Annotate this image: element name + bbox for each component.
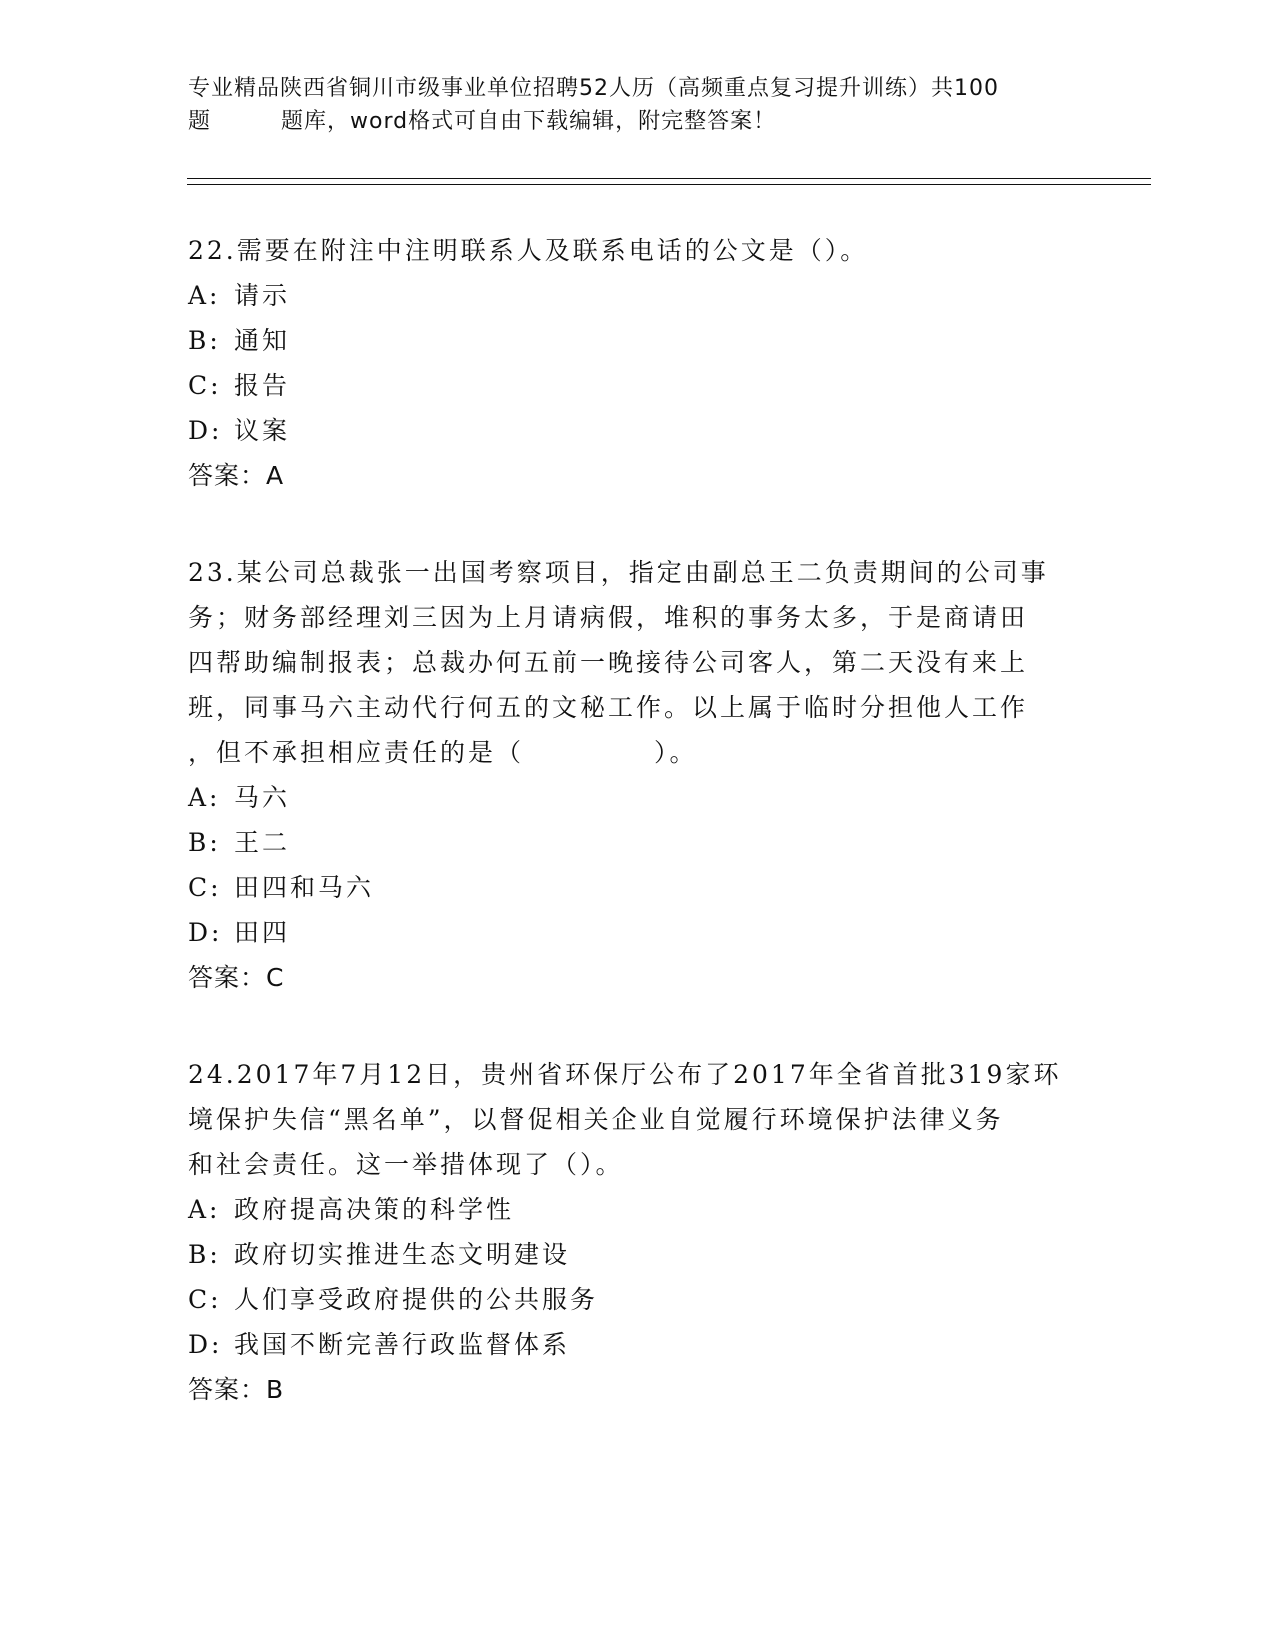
question-text: 四帮助编制报表；总裁办何五前一晚接待公司客人，第二天没有来上 [188, 648, 1029, 677]
question-text: ，但不承担相应责任的是（ [188, 738, 525, 767]
option-b [188, 1232, 1088, 1277]
question-23 [188, 550, 1088, 1000]
option-d [188, 408, 1088, 453]
question-text: 和社会责任。这一举措体现了（）。 [188, 1150, 624, 1179]
option-text: 马六 [234, 783, 291, 812]
question-text-last [188, 730, 1088, 775]
option-letter: B: [188, 326, 221, 355]
option-letter: C: [188, 1285, 222, 1314]
option-text: 政府提高决策的科学性 [234, 1195, 515, 1224]
question-text: 境保护失信“黑名单”，以督促相关企业自觉履行环境保护法律义务 [188, 1105, 1004, 1134]
option-text: 田四 [234, 918, 291, 947]
option-letter: B: [188, 828, 221, 857]
header-line-2 [188, 105, 1088, 138]
option-letter: A: [188, 783, 221, 812]
document-header [188, 72, 1088, 138]
option-b [188, 820, 1088, 865]
option-a [188, 775, 1088, 820]
option-a [188, 1187, 1088, 1232]
header-divider-bottom [187, 184, 1151, 185]
option-text: 通知 [234, 326, 291, 355]
option-letter: A: [188, 1195, 221, 1224]
question-text-tail: ）。 [654, 738, 698, 767]
question-text: 23.某公司总裁张一出国考察项目，指定由副总王二负责期间的公司事 [188, 558, 1049, 587]
option-letter: C: [188, 873, 222, 902]
header-line-2-right: 题库，word格式可自由下载编辑，附完整答案！ [281, 109, 777, 134]
option-c [188, 1277, 1088, 1322]
question-text: 24.2017年7月12日，贵州省环保厅公布了2017年全省首批319家环 [188, 1060, 1062, 1089]
question-22 [188, 228, 1088, 498]
option-text: 政府切实推进生态文明建设 [234, 1240, 571, 1269]
option-text: 我国不断完善行政监督体系 [234, 1330, 571, 1359]
option-letter: D: [188, 918, 223, 947]
option-letter: C: [188, 371, 222, 400]
answer-line: 答案：A [188, 461, 285, 490]
option-d [188, 1322, 1088, 1367]
question-text: 班，同事马六主动代行何五的文秘工作。以上属于临时分担他人工作 [188, 693, 1029, 722]
option-text: 王二 [234, 828, 291, 857]
answer-line: 答案：B [188, 1375, 285, 1404]
option-text: 议案 [234, 416, 291, 445]
option-b [188, 318, 1088, 363]
option-letter: D: [188, 416, 223, 445]
option-text: 人们享受政府提供的公共服务 [234, 1285, 599, 1314]
option-text: 请示 [234, 281, 291, 310]
option-letter: D: [188, 1330, 223, 1359]
option-c [188, 865, 1088, 910]
option-letter: A: [188, 281, 221, 310]
answer-line: 答案：C [188, 963, 285, 992]
option-text: 报告 [234, 371, 291, 400]
question-24 [188, 1052, 1088, 1412]
header-divider-top [187, 178, 1151, 179]
header-line-1: 专业精品陕西省铜川市级事业单位招聘52人历（高频重点复习提升训练）共100 [188, 76, 999, 101]
option-a [188, 273, 1088, 318]
question-text: 务；财务部经理刘三因为上月请病假，堆积的事务太多，于是商请田 [188, 603, 1029, 632]
option-d [188, 910, 1088, 955]
question-text: 22.需要在附注中注明联系人及联系电话的公文是（）。 [188, 236, 869, 265]
option-letter: B: [188, 1240, 221, 1269]
option-c [188, 363, 1088, 408]
header-line-2-left: 题 [188, 109, 212, 134]
option-text: 田四和马六 [234, 873, 375, 902]
